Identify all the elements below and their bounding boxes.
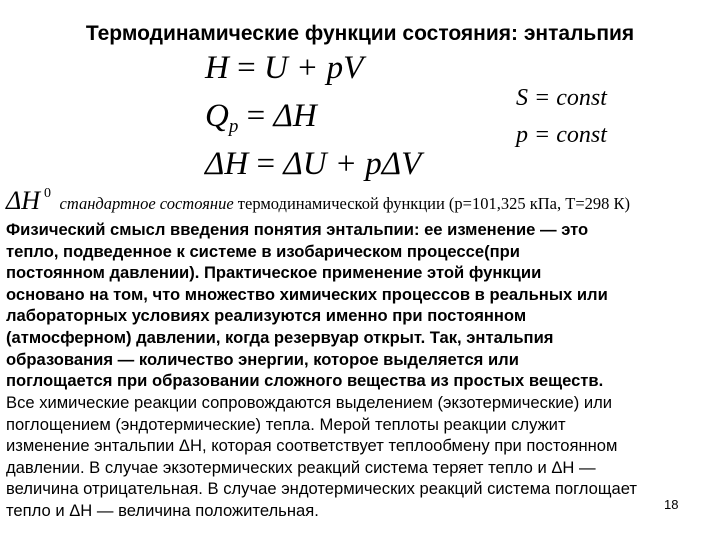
standard-state-term: стандартное состояние	[59, 194, 234, 213]
formula-2-subscript: p	[228, 116, 239, 137]
formula-heat-isobaric	[205, 98, 317, 135]
paragraph-line: поглощением (эндотермические) тепла. Мерой теплоты реакции служит	[6, 414, 566, 434]
formula-3-rhs: ΔU + pΔV	[283, 146, 422, 182]
paragraph-line: основано на том, что множество химических процессов в реальных или	[6, 284, 608, 304]
paragraph-line: тепло, подведенное к системе в изобарическом процессе(при	[6, 241, 520, 261]
paragraph-line: образования — количество энергии, которое выделяется или	[6, 349, 519, 369]
condition-entropy-const: S = const	[516, 85, 607, 111]
formula-2-rhs: ΔH	[273, 98, 317, 134]
standard-state-description	[60, 194, 631, 213]
paragraph-line: лабораторных условиях реализуются именно при постоянном	[6, 306, 527, 326]
paragraph-line: постоянном давлении). Практическое применение этой функции	[6, 263, 542, 283]
paragraph-reaction-heat	[6, 392, 637, 522]
formula-1-rhs: U + pV	[263, 50, 364, 86]
slide-title: Термодинамические функции состояния: энтальпия	[85, 22, 635, 45]
paragraph-line: тепло и ΔН — величина положительная.	[6, 500, 319, 520]
standard-enthalpy-delta-h: ΔH	[6, 186, 41, 215]
paragraph-physical-meaning	[6, 219, 608, 392]
paragraph-line: изменение энтальпии ΔН, которая соответствует теплообмену при постоянном	[6, 436, 618, 456]
formula-enthalpy-definition	[205, 50, 363, 87]
paragraph-line: величина отрицательная. В случае эндотермических реакций система поглощает	[6, 479, 638, 499]
condition-pressure-const: p = const	[516, 122, 607, 148]
standard-enthalpy-symbol	[6, 186, 51, 215]
formula-1-op: =	[237, 50, 256, 86]
formula-3-op: =	[256, 146, 276, 182]
paragraph-line: поглощается при образовании сложного вещества из простых веществ.	[6, 371, 604, 391]
page-number: 18	[664, 497, 679, 512]
formula-1-lhs: H	[205, 50, 229, 86]
paragraph-line: Физический смысл введения понятия энтальпии: ее изменение — это	[6, 220, 589, 239]
formula-enthalpy-change	[205, 146, 421, 183]
standard-state-conditions: термодинамической функции (р=101,325 кПа, Т=298 К)	[233, 194, 630, 213]
formula-3-lhs: ΔH	[205, 146, 249, 182]
paragraph-line: давлении. В случае экзотермических реакций система теряет тепло и ΔН —	[6, 457, 596, 477]
formula-2-op: =	[246, 98, 266, 134]
paragraph-line: (атмосферном) давлении, когда резервуар открыт. Так, энтальпия	[6, 327, 554, 347]
paragraph-line: Все химические реакции сопровождаются выделением (экзотермические) или	[6, 393, 613, 412]
formula-2-lhs: Q	[205, 98, 229, 134]
standard-state-line	[6, 186, 630, 216]
standard-enthalpy-superscript: 0	[44, 186, 52, 201]
